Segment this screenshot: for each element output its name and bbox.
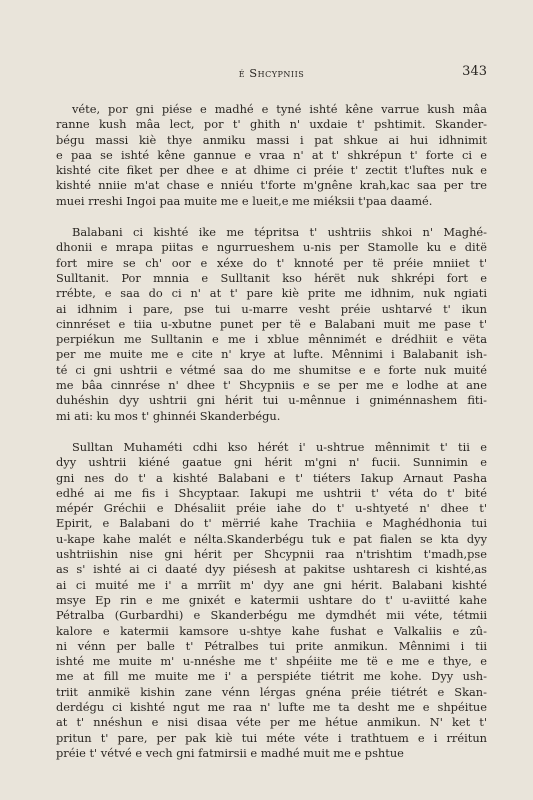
text-line: e paa se ishté kêne gannue e vraa n' at t' shkrépun t' forte ci e	[56, 147, 487, 162]
text-line: me bâa cinnrése n' dhee t' Shcypniis e se per me e lodhe at ane	[56, 378, 487, 393]
text-line: ni vénn per balle t' Pétralbes tui prite anmikun. Mênnimi i tii	[56, 638, 487, 653]
text-line: bégu massi kiè thye anmiku massi i pat shkue ai hui idhnimit	[56, 132, 487, 147]
paragraph	[56, 102, 487, 209]
text-line: Pétralba (Gurbardhi) e Skanderbégu me dymdhét mii véte, tétmii	[56, 608, 487, 623]
text-line: Balabani ci kishté ike me tépritsa t' ushtriis shkoi n' Maghé-	[72, 225, 487, 240]
paragraph	[56, 225, 487, 424]
text-line: kalore e katermii kamsore u-shtye kahe fushat e Valkaliis e zû-	[56, 623, 487, 638]
text-line: cinnréset e tiia u-xbutne punet per të e Balabani muit me pase t'	[56, 316, 487, 331]
running-title: é Shcypniis	[238, 66, 305, 80]
text-line: duhéshin dyy ushtrii gni hérit tui u-mênnue i gniménnashem fiti-	[56, 393, 487, 408]
text-line: ai ci muité me i' a mrrîit m' dyy ane gni hérit. Balabani kishté	[56, 577, 487, 592]
text-line: triit anmikë kishin zane vénn lérgas gnéna préie tiétrét e Skan-	[56, 684, 487, 699]
text-line: me at fill me muite me i' a perspiéte tiétrit me kohe. Dyy ush-	[56, 669, 487, 684]
text-line: at t' nnéshun e nisi disaa véte per me hétue anmikun. N' ket t'	[56, 715, 487, 730]
text-line: rrébte, e saa do ci n' at t' pare kiè prite me idhnim, nuk ngiati	[56, 286, 487, 301]
page-number: 343	[462, 64, 487, 79]
text-line: msye Ep rin e me gnixét e katermii ushtare do t' u-aviitté kahe	[56, 592, 487, 607]
text-line: préie t' vétvé e vech gni fatmirsii e madhé muit me e pshtue	[56, 745, 404, 760]
text-line: pritun t' pare, per pak kiè tui méte véte i trathtuem e i rréitun	[56, 730, 487, 745]
text-line: per me muite me e cite n' krye at lufte. Mênnimi i Balabanit ish-	[56, 347, 487, 362]
text-line: fort mire se ch' oor e xéxe do t' knnoté per të préie mniiet t'	[56, 255, 487, 270]
text-line: derdégu ci kishté ngut me raa n' lufte me ta desht me e shpéitue	[56, 699, 487, 714]
text-line: dyy ushtrii kiéné gaatue gni hérit m'gni n' fucii. Sunnimin e	[56, 455, 487, 470]
text-line: mépér Gréchii e Dhésaliit préie iahe do t' u-shtyeté n' dhee t'	[56, 501, 487, 516]
text-line: kishté cite fiket per dhee e at dhime ci préie t' zectit t'luftes nuk e	[56, 163, 487, 178]
text-line: ushtriishin nise gni hérit per Shcypnii raa n'trishtim t'madh,pse	[56, 547, 487, 562]
running-head	[56, 62, 487, 80]
text-line: mi ati: ku mos t' ghinnéi Skanderbégu.	[56, 408, 281, 423]
text-line: as s' ishté ai ci daaté dyy piésesh at pakitse ushtaresh ci kishté,as	[56, 562, 487, 577]
text-line: Sulltanit. Por mnnia e Sulltanit kso hérët nuk shkrépi fort e	[56, 270, 487, 285]
text-line: edhé ai me fis i Shcyptaar. Iakupi me ushtrii t' véta do t' bité	[56, 485, 487, 500]
text-line: té ci gni ushtrii e vétmé saa do me shumitse e e forte nuk muité	[56, 362, 487, 377]
text-line: Epirit, e Balabani do t' mërrié kahe Trachiia e Maghédhonia tui	[56, 516, 487, 531]
text-line: ishté me muite m' u-nnéshe me t' shpéiite me të e me e thye, e	[56, 654, 487, 669]
text-line: véte, por gni piése e madhé e tyné ishté kêne varrue kush mâa	[72, 102, 487, 116]
text-line: dhonii e mrapa piitas e ngurrueshem u-nis per Stamolle ku e ditë	[56, 240, 487, 255]
body-text	[56, 102, 487, 761]
text-line: muei rreshi Ingoi paa muite me e lueit,e me miéksii t'paa daamé.	[56, 193, 433, 208]
text-line: ai idhnim i pare, pse tui u-marre vesht préie ushtarvé t' ikun	[56, 301, 487, 316]
text-line: ranne kush mâa lect, por t' ghith n' uxdaie t' pshtimit. Skander-	[56, 117, 487, 132]
text-line: kishté nniie m'at chase e nniéu t'forte m'gnêne krah,kac saa per tre	[56, 178, 487, 193]
text-line: perpiékun me Sulltanin e me i xblue mênnimét e drédhiit e vëta	[56, 332, 487, 347]
text-line: gni nes do t' a kishté Balabani e t' tiéters Iakup Arnaut Pasha	[56, 470, 487, 485]
paragraph	[56, 440, 487, 761]
text-line: Sulltan Muhaméti cdhi kso hérét i' u-shtrue mênnimit t' tii e	[72, 439, 487, 454]
text-line: u-kape kahe malét e nélta.Skanderbégu tuk e pat fialen se kta dyy	[56, 531, 487, 546]
